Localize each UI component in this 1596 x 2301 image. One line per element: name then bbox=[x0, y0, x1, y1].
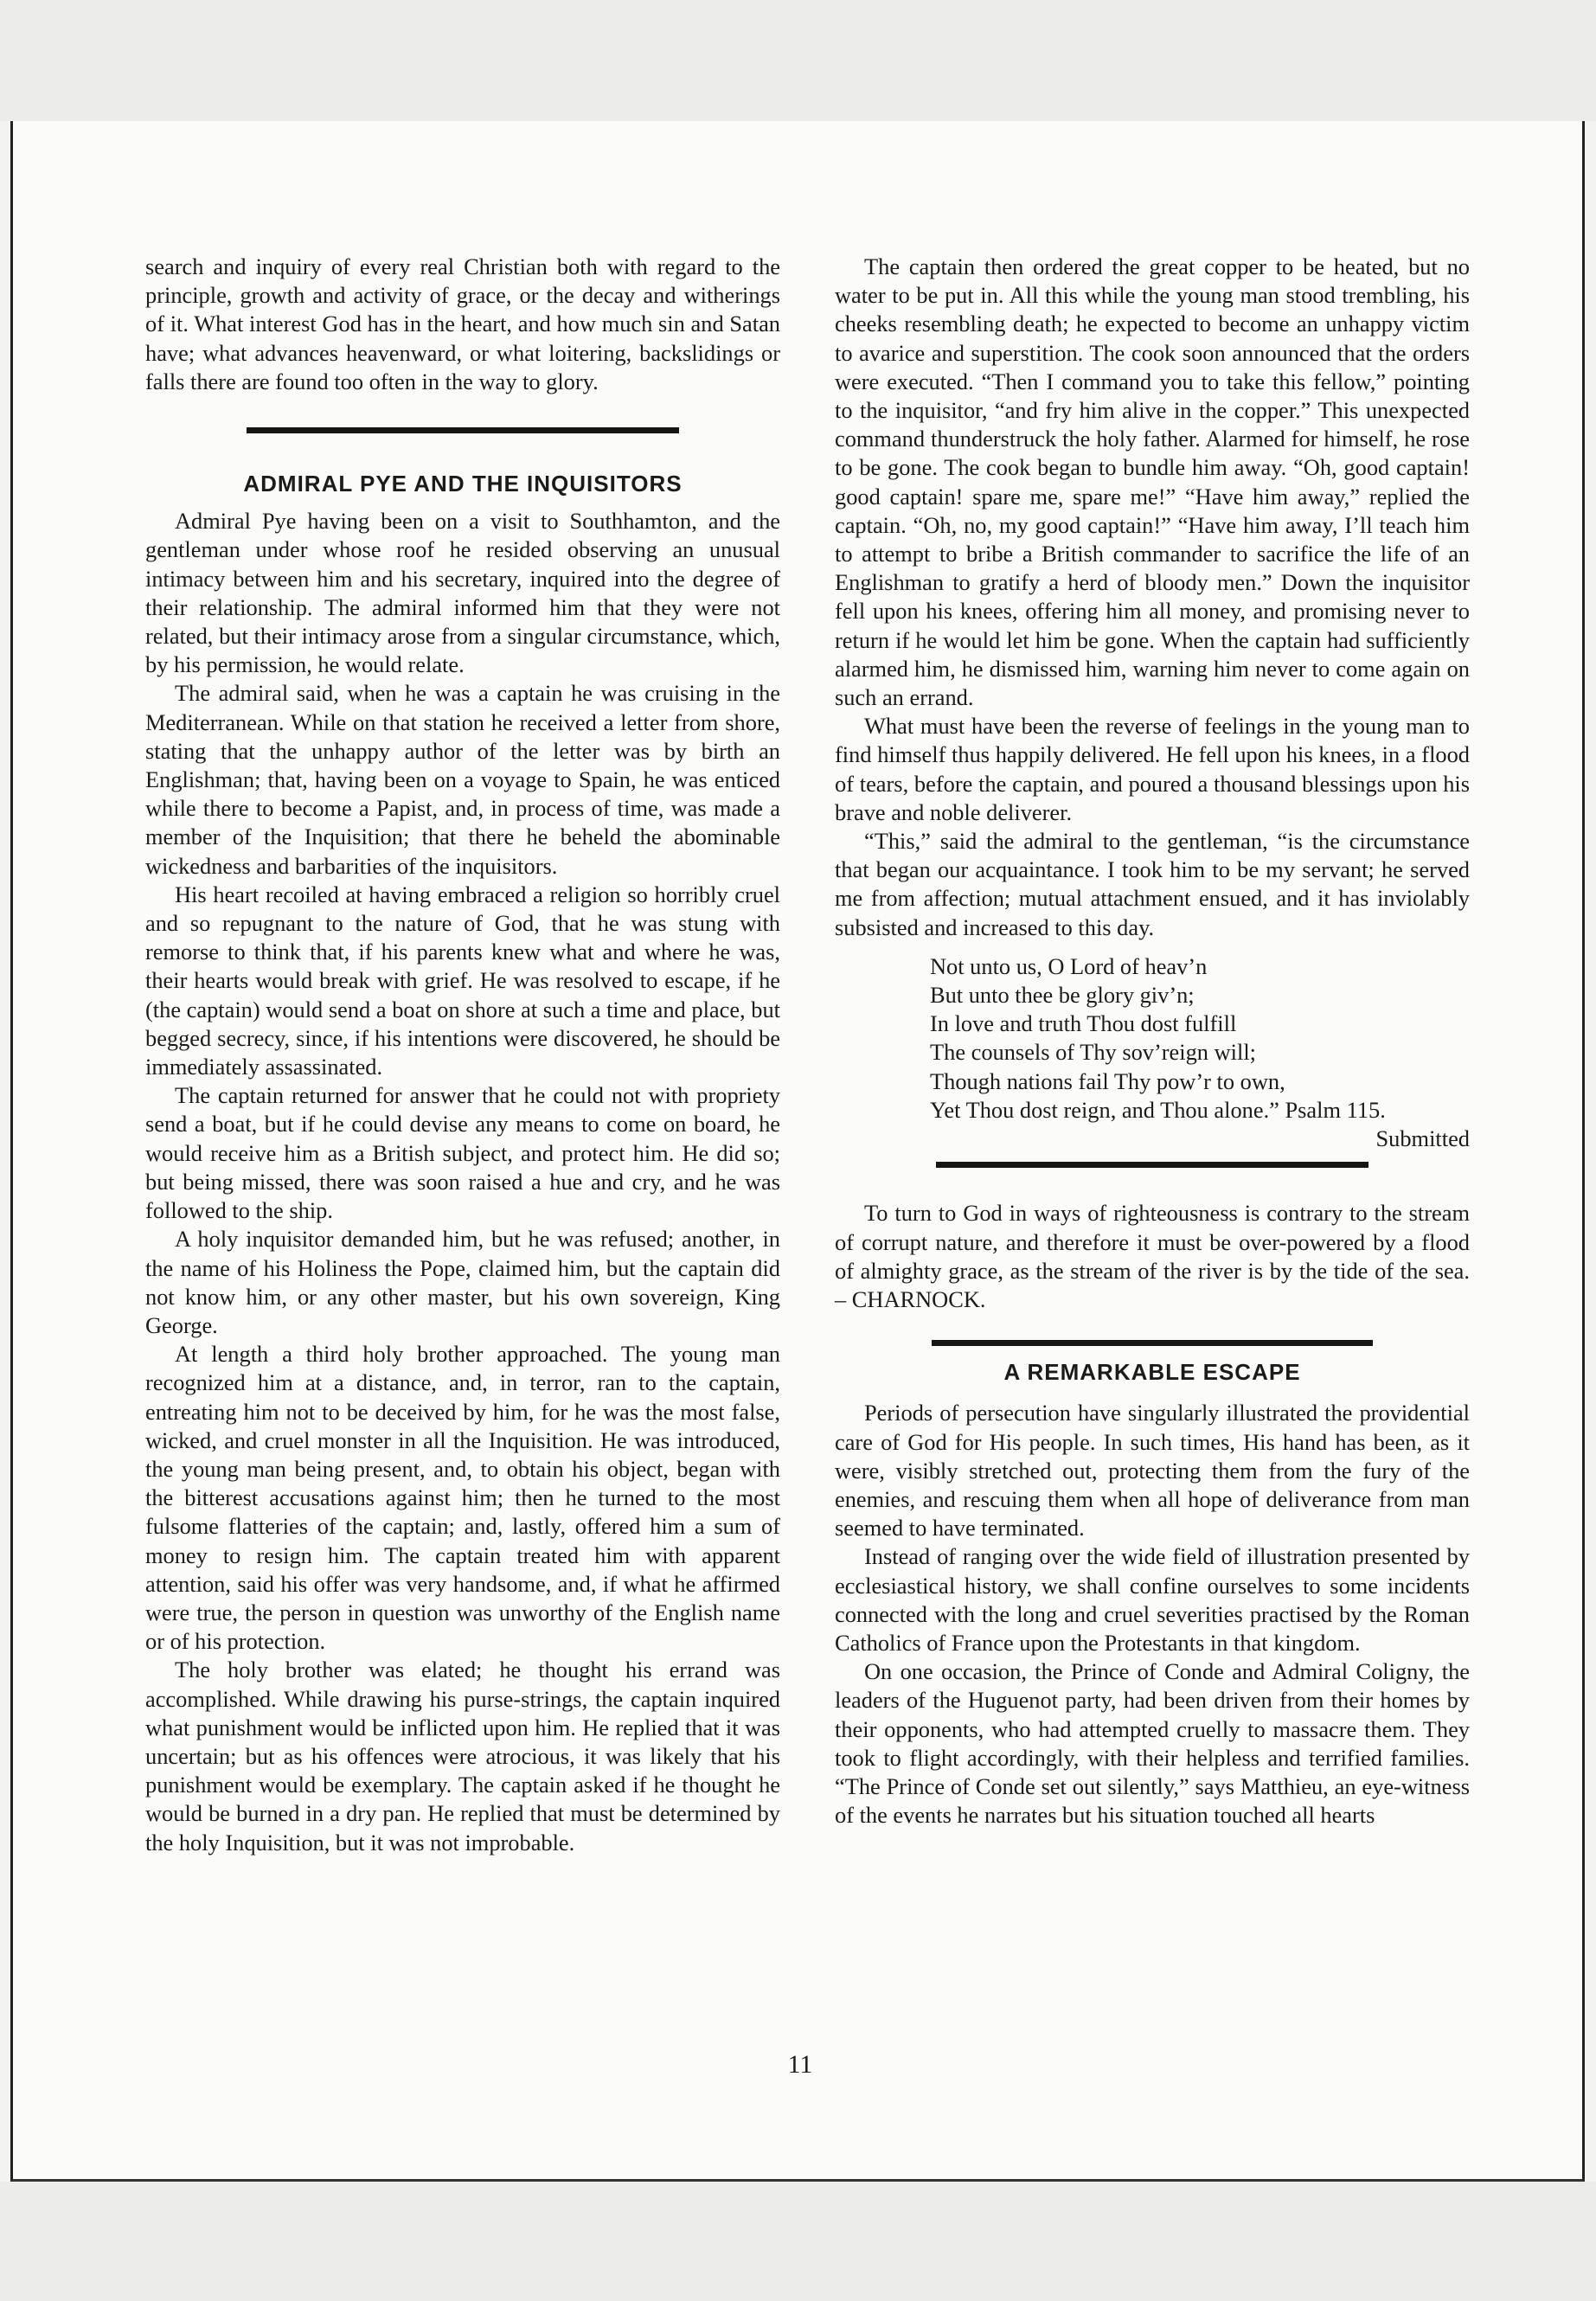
article-paragraph: His heart recoiled at having embraced a religion so horribly cruel and so repugnant to the nature of God, that he was stung with remorse to think that, if his parents knew what and where he was, their hearts would break with grief. He was resolved to escape, if he (the captain) would send a boat on shore at such a time and place, but begged secrecy, since, if his intentions were discovered, he should be immediately assassinated. bbox=[145, 881, 780, 1080]
article-paragraph: On one occasion, the Prince of Conde and Admiral Coligny, the leaders of the Huguenot party, had been driven from their homes by their opponents, who had attempted cruelly to massacre them. They took to flight accordingly, with their helpless and terrified families. “The Prince of Conde set out silently,” says Matthieu, an eye-witness of the events he narrates but his situation touched all hearts bbox=[835, 1658, 1470, 1829]
section-divider bbox=[932, 1340, 1373, 1346]
intro-paragraph: search and inquiry of every real Christian both with regard to the principle, growth and activity of grace, or the decay and witherings of it. What interest God has in the heart, and how much sin and Satan have; what advances heavenward, or what loitering, backslidings or falls there are found too often in the way to glory. bbox=[145, 253, 780, 394]
poem-line: Not unto us, O Lord of heav’n bbox=[930, 952, 1208, 979]
article-paragraph: The admiral said, when he was a captain he was cruising in the Mediterranean. While on that station he received a letter from shore, stating that the unhappy author of the letter was by birth an Englishman; that, having been on a voyage to Spain, he was enticed while there to become a Papist, and, in process of time, was made a member of the Inquisition; that there he beheld the abominable wickedness and barbarities of the inquisitors. bbox=[145, 680, 780, 879]
article-paragraph: At length a third holy brother approached. The young man recognized him at a distance, and, in terror, ran to the captain, entreating him not to be deceived by him, for he was the most false, wicked, and cruel monster in all the Inquisition. He was introduced, the young man being present, and, to obtain his object, began with the bitterest accusations against him; then he turned to the most fulsome flatteries of the captain; and, lastly, offered him a sum of money to resign him. The captain treated him with apparent attention, said his offer was very handsome, and, if what he affirmed were true, the person in question was unworthy of the English name or of his protection. bbox=[145, 1341, 780, 1655]
poem-line: But unto thee be glory giv’n; bbox=[930, 982, 1195, 1009]
poem-line: In love and truth Thou dost fulfill bbox=[930, 1010, 1237, 1037]
submitted-signoff: Submitted bbox=[1375, 1125, 1470, 1152]
article-paragraph: The captain then ordered the great copper to be heated, but no water to be put in. All this while the young man stood trembling, his cheeks resembling death; he expected to become an unhappy victim to avarice and superstition. The cook soon announced that the orders were executed. “Then I command you to take this fellow,” pointing to the inquisitor, “and fry him alive in the copper.” This unexpected command thunderstruck the holy father. Alarmed for himself, he rose to be gone. The cook began to bundle him away. “Oh, good captain! good captain! spare me, spare me!” “Have him away,” replied the captain. “Oh, no, my good captain!” “Have him away, I’ll teach him to attempt to bribe a British commander to sacrifice the life of an Englishman to gratify a herd of bloody men.” Down the inquisitor fell upon his knees, offering him all money, and promising never to return if he would let him be gone. When the captain had sufficiently alarmed him, he dismissed him, warning him never to come again on such an errand. bbox=[835, 253, 1470, 711]
page-number: 11 bbox=[787, 2050, 813, 2079]
article-paragraph: “This,” said the admiral to the gentleman, “is the circumstance that began our acquaintance. I took him to be my servant; he served me from affection; mutual attachment ensued, and it has inviolably subsisted and increased to this day. bbox=[835, 828, 1470, 940]
charnock-quote: To turn to God in ways of righteousness is contrary to the stream of corrupt nature, and therefore it must be over-powered by a flood of almighty grace, as the stream of the river is by the tide of the sea. – CHARNOCK. bbox=[835, 1200, 1470, 1312]
section-divider bbox=[936, 1162, 1368, 1168]
left-column bbox=[145, 253, 780, 1857]
magazine-page bbox=[10, 121, 1585, 2182]
article-paragraph: The holy brother was elated; he thought his errand was accomplished. While drawing his purse-strings, the captain inquired what punishment would be inflicted upon him. He replied that it was uncertain; but as his offences were atrocious, it was likely that his punishment would be exemplary. The captain asked if he thought he would be burned in a dry pan. He replied that must be determined by the holy Inquisition, but it was not improbable. bbox=[145, 1657, 780, 1856]
article-paragraph: Admiral Pye having been on a visit to Southhamton, and the gentleman under whose roof he resided observing an unusual intimacy between him and his secretary, inquired into the degree of their relationship. The admiral informed him that they were not related, but their intimacy arose from a singular circumstance, which, by his permission, he would relate. bbox=[145, 508, 780, 678]
poem-line: Though nations fail Thy pow’r to own, bbox=[930, 1067, 1285, 1094]
scan-top-margin bbox=[0, 0, 1596, 121]
scan-bottom-margin bbox=[0, 2182, 1596, 2301]
right-column bbox=[835, 253, 1470, 1830]
article-paragraph: The captain returned for answer that he could not with propriety send a boat, but if he could devise any means to come on board, he would receive him as a British subject, and protect him. He did so; but being missed, there was soon raised a hue and cry, and he was followed to the ship. bbox=[145, 1082, 780, 1224]
article-paragraph: Periods of persecution have singularly illustrated the providential care of God for His people. In such times, His hand has been, as it were, visibly stretched out, protecting them from the fury of the enemies, and rescuing them when all hope of deliverance from man seemed to have terminated. bbox=[835, 1400, 1470, 1541]
article-paragraph: Instead of ranging over the wide field of illustration presented by ecclesiastical history, we shall confine ourselves to some incidents connected with the long and cruel severities practised by the Roman Catholics of France upon the Protestants in that kingdom. bbox=[835, 1543, 1470, 1656]
poem-line: Yet Thou dost reign, and Thou alone.” Psalm 115. bbox=[930, 1096, 1386, 1123]
psalm-poem bbox=[930, 952, 1470, 1125]
section-divider bbox=[247, 427, 679, 433]
article-paragraph: What must have been the reverse of feelings in the young man to find himself thus happily delivered. He fell upon his knees, in a flood of tears, before the captain, and poured a thousand blessings upon his brave and noble deliverer. bbox=[835, 713, 1470, 825]
poem-line: The counsels of Thy sov’reign will; bbox=[930, 1039, 1256, 1066]
article-paragraph: A holy inquisitor demanded him, but he was refused; another, in the name of his Holiness the Pope, claimed him, but the captain did not know him, or any other master, but his own sovereign, King George. bbox=[145, 1226, 780, 1338]
article-title-remarkable-escape: A REMARKABLE ESCAPE bbox=[1003, 1359, 1301, 1386]
article-title-admiral-pye: ADMIRAL PYE AND THE INQUISITORS bbox=[243, 471, 683, 497]
